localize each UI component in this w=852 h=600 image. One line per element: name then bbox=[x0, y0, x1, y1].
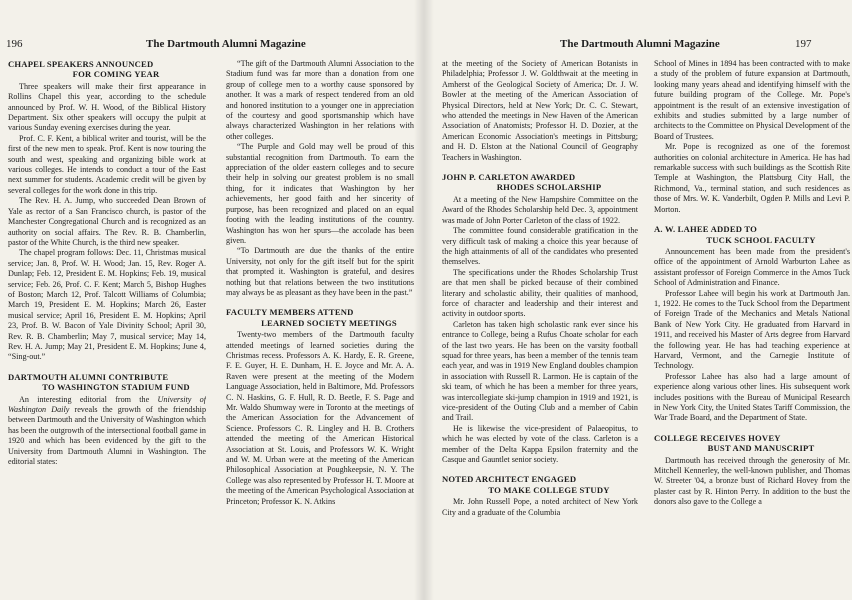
right-column-1 bbox=[442, 59, 638, 600]
paragraph: “The gift of the Dartmouth Alumni Association to the Stadium fund was far more than a donation from one group of college men to a worthy cause sponsored by another. It was a mark of respect tendered from an old and honored institution to a younger one in appreciation of the courtesy and good sportsmanship which have always characterized Washington in her relations with other colleges. bbox=[226, 59, 414, 141]
page-gutter bbox=[414, 0, 434, 600]
carleton-rhodes-heading bbox=[442, 172, 638, 193]
paragraph: “To Dartmouth are due the thanks of the entire University, not only for the gift itself but for the spirit that prompted it. Washington is grateful, and desires nothing but that relations between the two institutions may always be as pleasant as they have been in the past.” bbox=[226, 246, 414, 297]
stadium-fund-heading bbox=[8, 372, 206, 393]
paragraph: Carleton has taken high scholastic rank ever since his entrance to College, being a Rufus Choate scholar for each of the last two years. He has been on the varsity football squad for three years, has been a member of the tennis team each year, and was in 1919 New England doubles champion in association with Russell R. Larmon. He is captain of the ski team, of which he has been a member for three years, was intercollegiate ski-jump champion in 1919 and 1921, is vice-president of the Outing Club and a member of Cabin and Trail. bbox=[442, 319, 638, 423]
right-column-2 bbox=[654, 59, 850, 600]
paragraph: The chapel program follows: Dec. 11, Christmas musical service; Jan. 8, Prof. W. H. Wood; Jan. 15, Rev. Roger A. Dunlap; Feb. 12, President E. M. Hopkins; Feb. 19, musical service; Feb. 26, Prof. C. F. Kent; March 5, Bishop Hughes of Boston; March 12, Prof. Talcott Williams of Columbia; March 19, President E. M. Hopkins; March 26, Easter musical service; April 16, President E. M. Hopkins; April 23, Prof. B. W. Bacon of Yale Divinity School; April 30, Rev. R. B. Chamberlin; May 7, musical service; May 14, Rev. H. A. Jump; May 21, President E. M. Hopkins; June 4, “Sing-out.” bbox=[8, 248, 206, 362]
heading-line-1: CHAPEL SPEAKERS ANNOUNCED bbox=[8, 59, 154, 69]
lahee-heading bbox=[654, 224, 850, 245]
page-number-left: 196 bbox=[6, 38, 23, 50]
paragraph: Three speakers will make their first appearance in Rollins Chapel this year, according to the schedule announced by Prof. W. H. Wood, of the Biblical History Department. Six other speakers will occupy the pulpit at various Sunday evening exercises during the year. bbox=[8, 81, 206, 133]
heading-line-2: TO MAKE COLLEGE STUDY bbox=[488, 484, 610, 495]
heading-line-1: COLLEGE RECEIVES HOVEY bbox=[654, 432, 781, 443]
left-column-1 bbox=[8, 59, 206, 600]
heading-line-2: TO WASHINGTON STADIUM FUND bbox=[42, 382, 190, 393]
publication-name: University of Washington Daily bbox=[8, 394, 206, 414]
heading-line-2: RHODES SCHOLARSHIP bbox=[496, 182, 602, 193]
paragraph: Twenty-two members of the Dartmouth faculty attended meetings of learned societies during the Christmas recess. Professors A. K. Hardy, E. R. Greene, F. E. Guyer, H. E. Dunham, H. E. Joyce and Mr. A. A. Raven were present at the meeting of the Modern Language Association, held in Baltimore, Md. Professors C. N. Haskins, G. F. Hull, R. D. Beetle, F. S. Page and Mr. Waldo Shumway were in Toronto at the meetings of the American Association for the Advancement of Science. Professors C. R. Lingley and H. B. Crothers attended the meeting of the American Historical Association at St. Louis, and Professors W. K. Wright and W. M. Urban were at the meeting of the American Philosophical Association at Poughkeepsie, N. Y. The College was also represented by Professor H. T. Moore at the meeting of the American Psychological Association at Princeton; Professor K. N. Atkins bbox=[226, 330, 414, 506]
heading-line-1: NOTED ARCHITECT ENGAGED bbox=[442, 474, 577, 485]
hovey-bust-heading bbox=[654, 433, 850, 454]
paragraph: The committee found considerable gratification in the very difficult task of making a choice this year because of the high attainments of all of the candidates who presented themselves. bbox=[442, 226, 638, 267]
paragraph: He is likewise the vice-president of Palaeopitus, to which he was elected by vote of the class. Carleton is a member of the Delta Kappa Epsilon fraternity and the Casque and Gauntlet senior society. bbox=[442, 423, 638, 465]
left-column-2 bbox=[226, 59, 414, 600]
text-run: reveals the growth of the friendship between Dartmouth and the University of Washington which has been the outgrowth of the intersectional football game in 1920 and which has been evidenced by the gift to the University from Dartmouth Alumni in Washington. The editorial states: bbox=[8, 405, 206, 467]
text-run: An interesting editorial from the bbox=[19, 394, 158, 404]
chapel-speakers-heading bbox=[8, 59, 206, 80]
heading-line-1: DARTMOUTH ALUMNI CONTRIBUTE bbox=[8, 371, 169, 382]
paragraph: At a meeting of the New Hampshire Committee on the Award of the Rhodes Scholarship held Dec. 3, appointment was made of John Porter Carleton of the class of 1922. bbox=[442, 194, 638, 225]
paragraph: School of Mines in 1894 has been contracted with to make a study of the problem of future expansion at Dartmouth, looking many years ahead and identifying himself with the future building program of the College. Mr. Pope's appointment is the result of an extensive investigation of exhibits and studies submitted by a large number of architects to the Committee on Physical Development of the Board of Trustees. bbox=[654, 59, 850, 141]
heading-line-2: LEARNED SOCIETY MEETINGS bbox=[261, 317, 397, 328]
paragraph: Mr. John Russell Pope, a noted architect of New York City and a graduate of the Columbia bbox=[442, 497, 638, 517]
paragraph: Prof. C. F. Kent, a biblical writer and tourist, will be the first of the new men to speak. Prof. Kent is now touring the south and west, speaking and organizing bible work at various colleges. He intends to conduct a tour of the East next summer for students. Academic credit will be given by several colleges for the work done in this trip. bbox=[8, 133, 206, 195]
heading-line-2: TUCK SCHOOL FACULTY bbox=[706, 234, 816, 245]
architect-heading bbox=[442, 474, 638, 495]
paragraph: Professor Lahee will begin his work at Dartmouth Jan. 1, 1922. He comes to the Tuck School from the Department of Foreign Trade of the Mechanics and Metals National Bank of New York City. He graduated from Harvard in 1911, and received his Master of Arts degree from Harvard the following year. He has had teaching experience at Harvard, Vermont, and the Carnegie Institute of Technology. bbox=[654, 288, 850, 371]
paragraph bbox=[8, 395, 206, 468]
paragraph: at the meeting of the Society of American Botanists in Philadelphia; Professor J. W. Goldthwait at the meeting in Amherst of the Geological Society of America; Dr. J. W. Bowler at the meeting of the American Association of Physical Directors, held at New York; Dr. C. C. Stewart, who attended the meetings in New Haven of the American Association of Anatomists; Professor H. D. Dozier, at the American Economic Association's meetings in Pittsburg; and H. D. Elston at the National Council of Geography Teachers in Washington. bbox=[442, 59, 638, 162]
paragraph: Professor Lahee has also had a large amount of experience along various other lines. His subsequent work includes positions with the Bureau of Municipal Research in New York City, the United States Tariff Commission, the War Trade Board, and the Department of State. bbox=[654, 371, 850, 423]
page-number-right: 197 bbox=[795, 38, 812, 50]
heading-line-2: BUST AND MANUSCRIPT bbox=[707, 443, 815, 454]
left-page bbox=[0, 0, 416, 600]
right-page bbox=[432, 0, 852, 600]
paragraph: The specifications under the Rhodes Scholarship Trust are that men shall be picked because of their combined literary and scholastic ability, their qualities of manhood, force of character and leadership and their interest and activity in outdoor sports. bbox=[442, 267, 638, 319]
running-header-left bbox=[0, 38, 416, 52]
faculty-members-heading bbox=[226, 307, 414, 328]
heading-line-1: A. W. LAHEE ADDED TO bbox=[654, 224, 758, 235]
magazine-title-right: The Dartmouth Alumni Magazine bbox=[560, 38, 720, 50]
magazine-title-left: The Dartmouth Alumni Magazine bbox=[146, 38, 306, 50]
paragraph: The Rev. H. A. Jump, who succeeded Dean Brown of Yale as rector of a San Francisco church, is pastor of the Manchester Congregational Church and is recognized as an authority on social affairs. The Rev. R. B. Chamberlin, pastor of the White Church, is the third new speaker. bbox=[8, 196, 206, 247]
heading-line-1: JOHN P. CARLETON AWARDED bbox=[442, 172, 576, 183]
heading-line-2: FOR COMING YEAR bbox=[72, 69, 160, 80]
paragraph: Announcement has been made from the president's office of the appointment of Arnold Warburton Lahee as assistant professor of Foreign Commerce in the Amos Tuck School of Administration and Finance. bbox=[654, 246, 850, 288]
heading-line-1: FACULTY MEMBERS ATTEND bbox=[226, 307, 354, 318]
paragraph: Mr. Pope is recognized as one of the foremost authorities on colonial architecture in America. He has had remarkable success with such buildings as the Scottish Rite Temple at Washington, the Plattsburg City Hall, the Richmond, Va., terminal station, and such residences as those of Mrs. W. K. Vanderbilt, Ogden P. Mills and Levi P. Morton. bbox=[654, 142, 850, 214]
running-header-right bbox=[432, 38, 852, 52]
paragraph: Dartmouth has received through the generosity of Mr. Mitchell Kennerley, the well-known publisher, and Thomas W. Streeter '04, a bronze bust of Richard Hovey from the plaster cast by R. Hinton Perry. In addition to the bust the donors also gave to the College a bbox=[654, 455, 850, 507]
paragraph: “The Purple and Gold may well be proud of this substantial recognition from Dartmouth. To earn the appreciation of the older eastern colleges and to secure their help in solving our greatest problem is no small thing, for it indicates that Washington by her achievements, her good faith and her sincerity of purpose, has been recognized and placed on an equal footing with the leading institutions of the country. Washington has won her spurs—the accolade has been given. bbox=[226, 142, 414, 245]
